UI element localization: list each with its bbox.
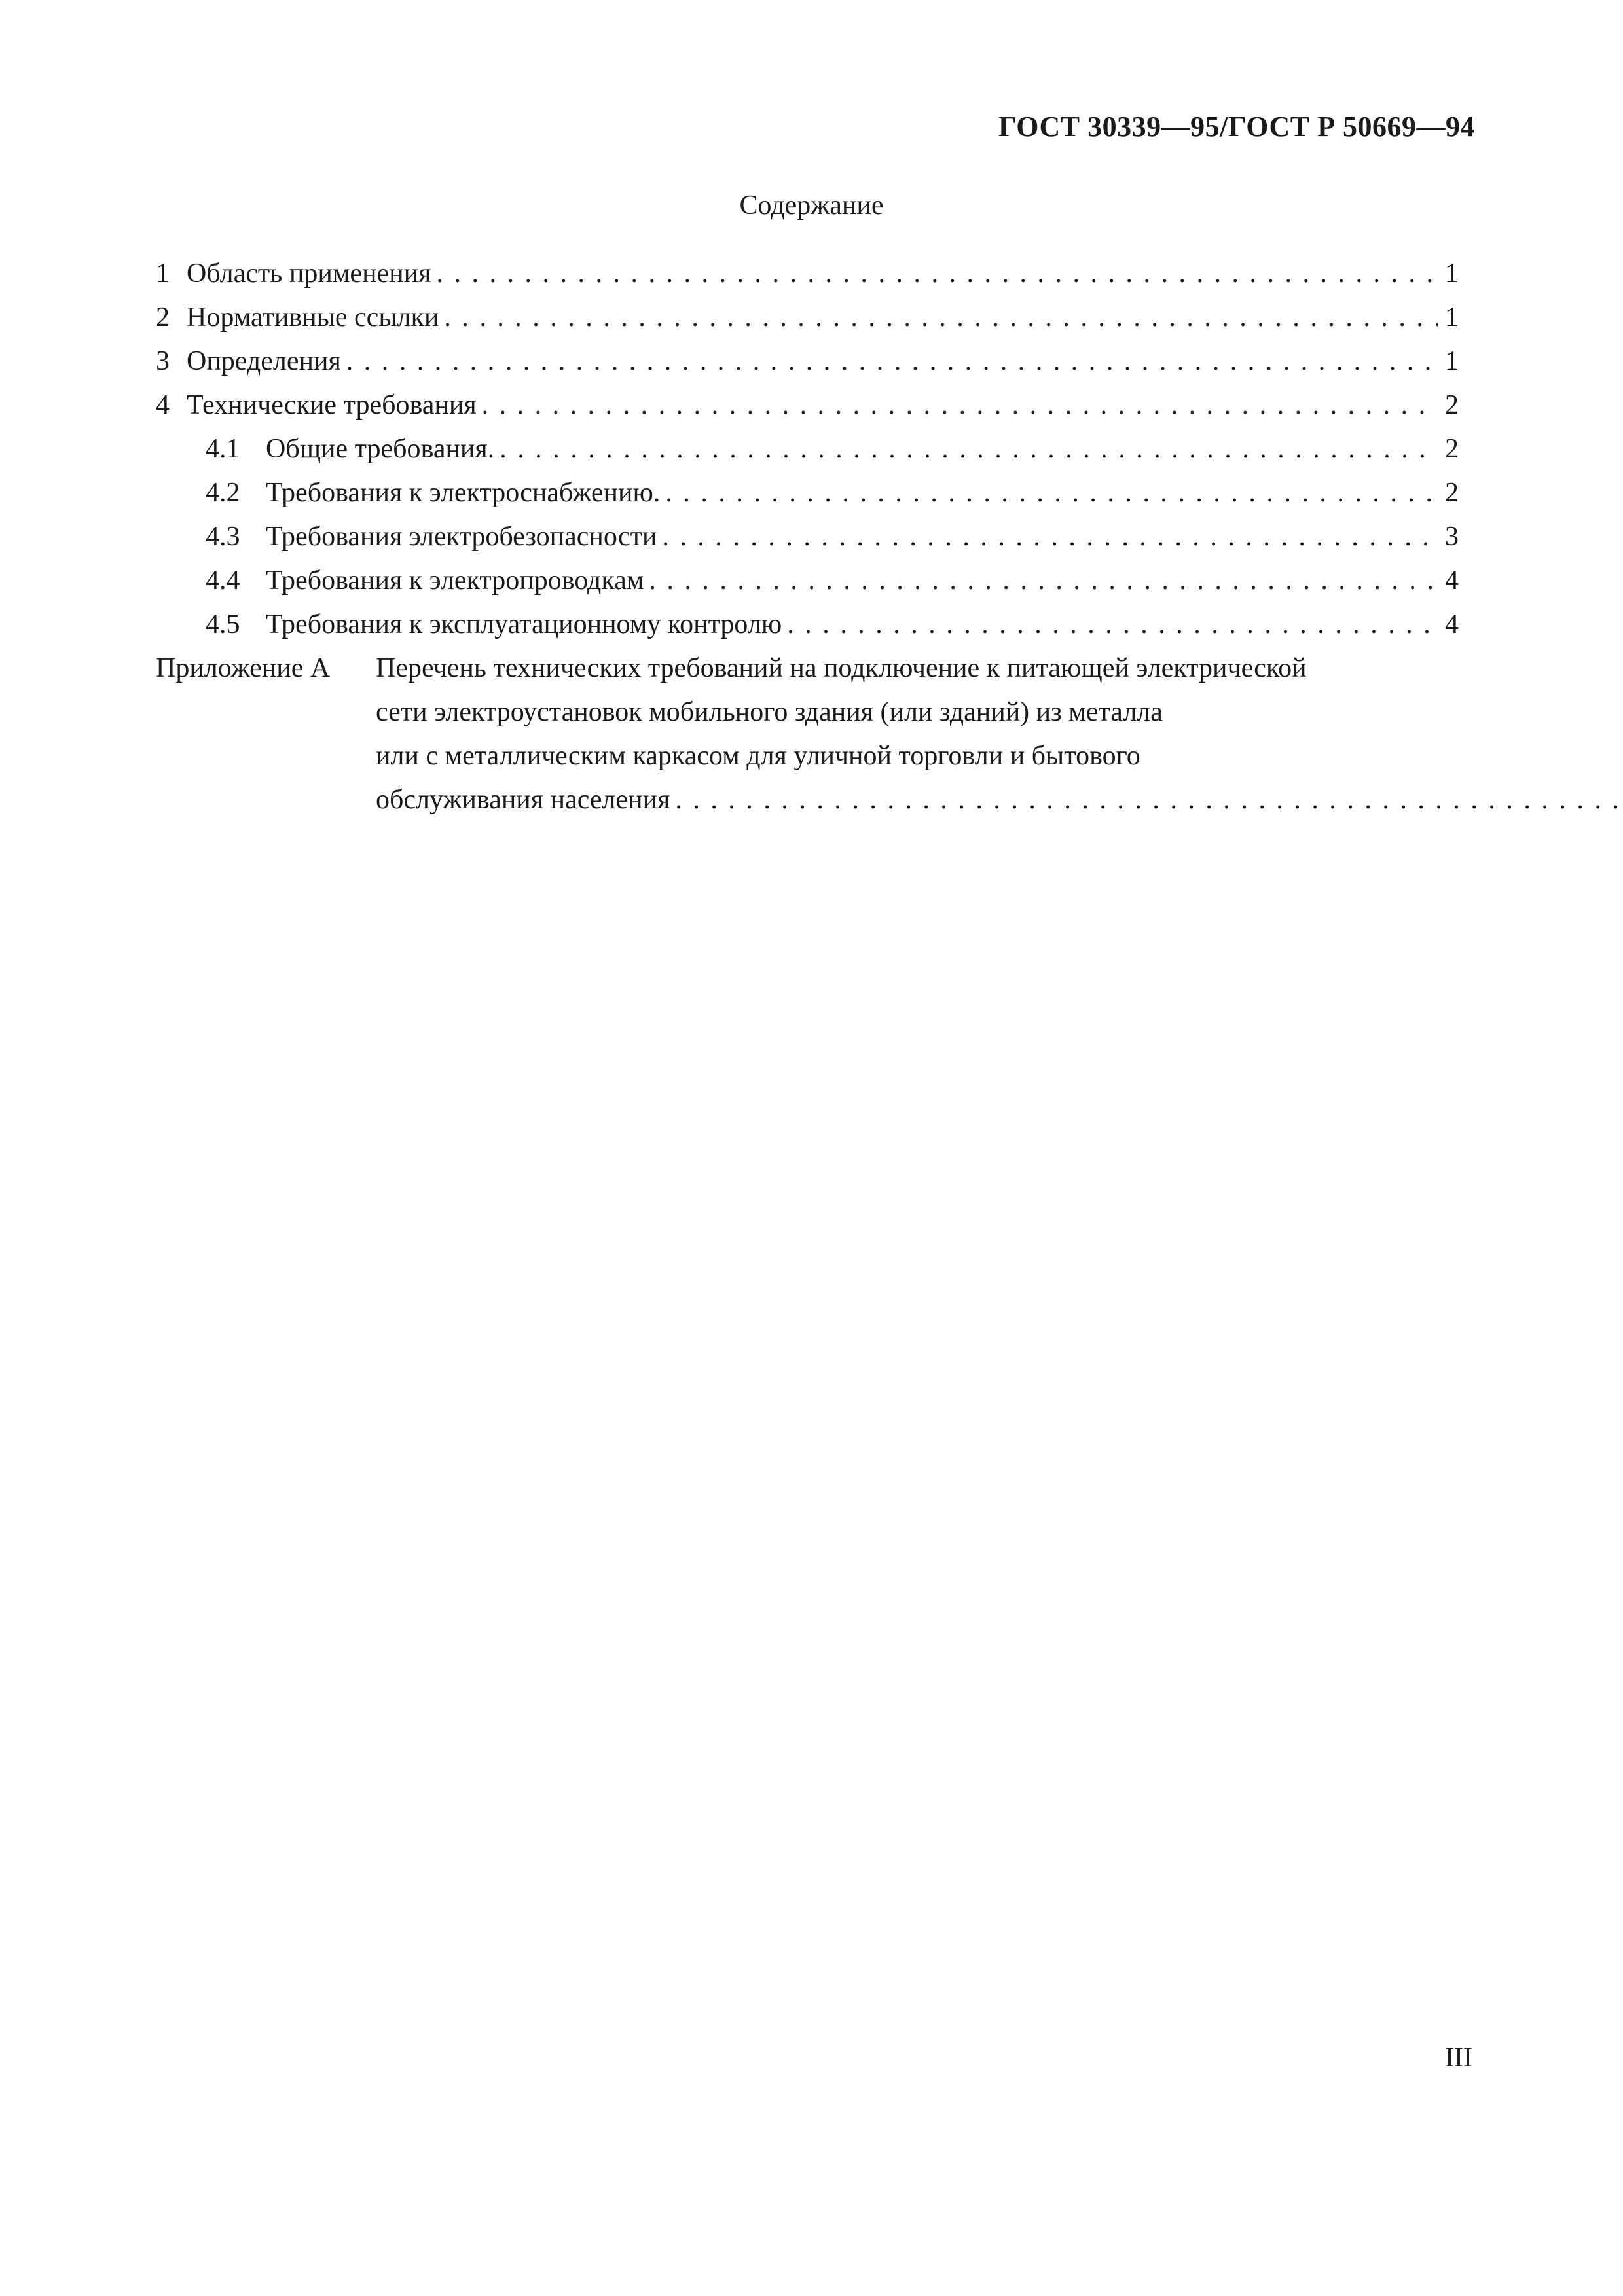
- toc-item-label: Требования к эксплуатационному контролю: [266, 609, 782, 639]
- toc-leader-dots: [346, 340, 1438, 384]
- toc-item-label: Требования к электропроводкам: [266, 565, 644, 596]
- toc-item-page: 2: [1445, 434, 1459, 464]
- table-of-contents: [156, 252, 1459, 822]
- toc-item-label: Требования электробезопасности: [266, 522, 657, 552]
- toc-leader-dots: [500, 427, 1438, 471]
- toc-item-page: 1: [1445, 259, 1459, 289]
- toc-item-page: 1: [1445, 346, 1459, 376]
- document-code: ГОСТ 30339—95/ГОСТ Р 50669—94: [998, 111, 1475, 143]
- toc-item-number: 1: [156, 259, 170, 289]
- toc-item-label: Общие требования.: [266, 434, 495, 464]
- toc-item-page: 1: [1445, 302, 1459, 332]
- page-number: III: [1445, 2043, 1472, 2073]
- toc-item-number: 4.5: [206, 609, 240, 639]
- toc-subitem: [156, 427, 1459, 471]
- appendix-title-line: или с металлическим каркасом для уличной торговли и бытового: [376, 741, 1140, 771]
- toc-subitem: [156, 559, 1459, 603]
- toc-item-page: 2: [1445, 478, 1459, 508]
- appendix-label: Приложение А: [156, 653, 331, 683]
- appendix-title: [376, 647, 1623, 822]
- toc-item-number: 4: [156, 390, 170, 420]
- toc-item-page: 4: [1445, 609, 1459, 639]
- toc-leader-dots: [436, 252, 1438, 296]
- toc-item-label: Определения: [187, 346, 341, 376]
- toc-leader-dots: [662, 515, 1438, 559]
- toc-leader-dots: [444, 296, 1438, 340]
- toc-item-number: 4.1: [206, 434, 240, 464]
- toc-item-number: 4.4: [206, 565, 240, 596]
- toc-item-page: 3: [1445, 522, 1459, 552]
- toc-item-label: Нормативные ссылки: [187, 302, 439, 332]
- toc-item-label: Технические требования: [187, 390, 477, 420]
- toc-item-page: 4: [1445, 565, 1459, 596]
- appendix-title-line: обслуживания населения: [376, 785, 670, 815]
- toc-leader-dots: [665, 471, 1438, 515]
- toc-leader-dots: [649, 559, 1438, 603]
- toc-subitem: [156, 515, 1459, 559]
- toc-item-number: 4.3: [206, 522, 240, 552]
- toc-appendix: [156, 647, 1459, 822]
- toc-subitem: [156, 603, 1459, 647]
- toc-item-label: Требования к электроснабжению.: [266, 478, 661, 508]
- appendix-title-line: сети электроустановок мобильного здания (или зданий) из металла: [376, 697, 1163, 727]
- toc-item-page: 2: [1445, 390, 1459, 420]
- toc-leader-dots: [787, 603, 1438, 647]
- toc-item: [156, 384, 1459, 427]
- toc-item: [156, 296, 1459, 340]
- toc-item-number: 2: [156, 302, 170, 332]
- toc-item: [156, 340, 1459, 384]
- toc-leader-dots: [482, 384, 1438, 427]
- toc-item-label: Область применения: [187, 259, 431, 289]
- appendix-title-last-line: [376, 778, 1623, 822]
- toc-item-number: 4.2: [206, 478, 240, 508]
- toc-item-number: 3: [156, 346, 170, 376]
- toc-item: [156, 252, 1459, 296]
- toc-subitem: [156, 471, 1459, 515]
- toc-leader-dots: [675, 778, 1623, 822]
- appendix-title-line: Перечень технических требований на подключение к питающей электрической: [376, 653, 1307, 683]
- toc-title: Содержание: [739, 190, 884, 221]
